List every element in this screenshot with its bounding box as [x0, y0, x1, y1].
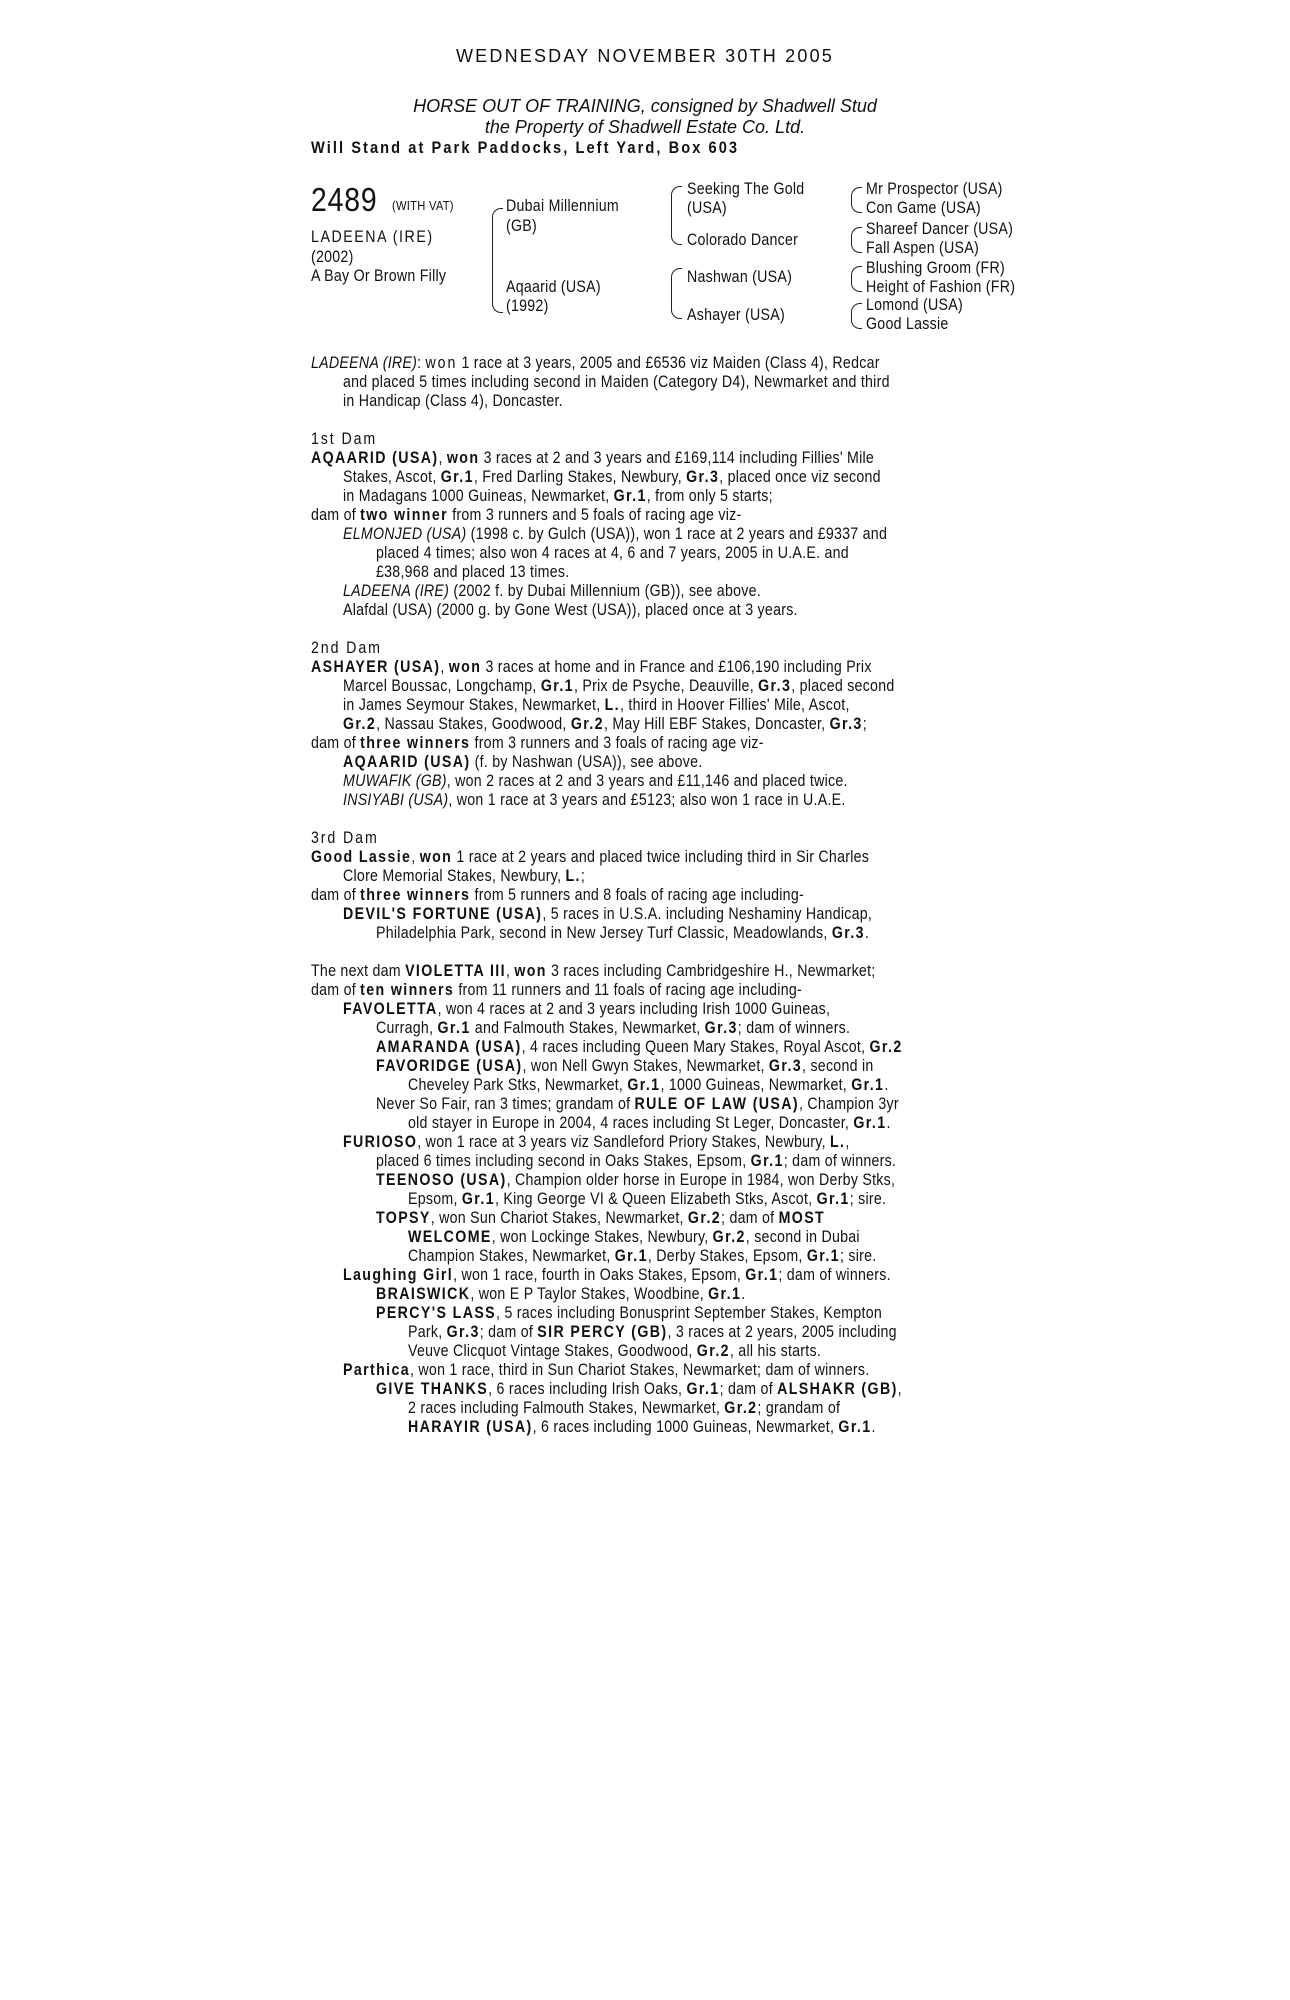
owner-line: the Property of Shadwell Estate Co. Ltd. [484, 117, 806, 137]
offspring-line: TOPSY, won Sun Chariot Stakes, Newmarket, Gr.2; dam of MOST [376, 1209, 826, 1227]
offspring-line: Cheveley Park Stks, Newmarket, Gr.1, 1000 Guineas, Newmarket, Gr.1. [408, 1076, 889, 1094]
offspring-line: placed 6 times including second in Oaks Stakes, Epsom, Gr.1; dam of winners. [376, 1152, 897, 1170]
offspring-line: MUWAFIK (GB), won 2 races at 2 and 3 years and £11,146 and placed twice. [343, 772, 848, 790]
dam-record-line: Gr.2, Nassau Stakes, Goodwood, Gr.2, May Hill EBF Stakes, Doncaster, Gr.3; [343, 715, 867, 733]
pedigree-brace [492, 246, 503, 313]
horse-name: LADEENA (IRE) [311, 228, 434, 246]
consignment-line: HORSE OUT OF TRAINING, consigned by Shadwell Stud [413, 96, 877, 116]
pedigree-brace [851, 278, 862, 292]
pedigree-ancestor: Con Game (USA) [866, 199, 981, 217]
offspring-line: 2 races including Falmouth Stakes, Newmarket, Gr.2; grandam of [408, 1399, 841, 1417]
offspring-line: Epsom, Gr.1, King George VI & Queen Elizabeth Stks, Ascot, Gr.1; sire. [408, 1190, 887, 1208]
offspring-line: PERCY'S LASS, 5 races including Bonusprint September Stakes, Kempton [376, 1304, 883, 1322]
offspring-line: old stayer in Europe in 2004, 4 races including St Leger, Doncaster, Gr.1. [408, 1114, 891, 1132]
pedigree-ancestor: Good Lassie [866, 315, 949, 333]
offspring-line: Philadelphia Park, second in New Jersey Turf Classic, Meadowlands, Gr.3. [376, 924, 870, 942]
section-heading: 2nd Dam [311, 639, 382, 657]
offspring-line: GIVE THANKS, 6 races including Irish Oaks, Gr.1; dam of ALSHAKR (GB), [376, 1380, 902, 1398]
sire-country: (GB) [506, 217, 537, 235]
offspring-line: FAVORIDGE (USA), won Nell Gwyn Stakes, Newmarket, Gr.3, second in [376, 1057, 874, 1075]
offspring-line: HARAYIR (USA), 6 races including 1000 Guineas, Newmarket, Gr.1. [408, 1418, 876, 1436]
sire-dam: Colorado Dancer [687, 231, 799, 249]
section-heading: 1st Dam [311, 430, 378, 448]
pedigree-ancestor: Lomond (USA) [866, 296, 963, 314]
pedigree-ancestor: Fall Aspen (USA) [866, 239, 979, 257]
dam-record-line: Good Lassie, won 1 race at 2 years and placed twice including third in Sir Charles [311, 848, 870, 866]
pedigree-brace [851, 199, 862, 213]
pedigree-ancestor: Height of Fashion (FR) [866, 278, 1016, 296]
offspring-line: BRAISWICK, won E P Taylor Stakes, Woodbine, Gr.1. [376, 1285, 746, 1303]
offspring-line: Veuve Clicquot Vintage Stakes, Goodwood, Gr.2, all his starts. [408, 1342, 822, 1360]
offspring-line: Curragh, Gr.1 and Falmouth Stakes, Newmarket, Gr.3; dam of winners. [376, 1019, 851, 1037]
dam-record-line: Stakes, Ascot, Gr.1, Fred Darling Stakes, Newbury, Gr.3, placed once viz second [343, 468, 881, 486]
offspring-line: FAVOLETTA, won 4 races at 2 and 3 years including Irish 1000 Guineas, [343, 1000, 831, 1018]
sire-name: Dubai Millennium [506, 197, 619, 215]
offspring-line: Alafdal (USA) (2000 g. by Gone West (USA)), placed once at 3 years. [343, 601, 798, 619]
vat-note: (WITH VAT) [392, 198, 454, 213]
lot-number: 2489 [311, 181, 378, 218]
dam-record-line: in James Seymour Stakes, Newmarket, L., third in Hoover Fillies' Mile, Ascot, [343, 696, 850, 714]
offspring-line: £38,968 and placed 13 times. [376, 563, 570, 581]
offspring-line: Champion Stakes, Newmarket, Gr.1, Derby Stakes, Epsom, Gr.1; sire. [408, 1247, 877, 1265]
pedigree-ancestor: Shareef Dancer (USA) [866, 220, 1014, 238]
dam-record-line: Marcel Boussac, Longchamp, Gr.1, Prix de Psyche, Deauville, Gr.3, placed second [343, 677, 895, 695]
pedigree-brace [671, 268, 682, 287]
pedigree-brace [671, 212, 682, 245]
dam-record-line: Clore Memorial Stakes, Newbury, L.; [343, 867, 586, 885]
dam-produce-line: dam of ten winners from 11 runners and 11 foals of racing age including- [311, 981, 802, 999]
offspring-line: DEVIL'S FORTUNE (USA), 5 races in U.S.A. including Neshaminy Handicap, [343, 905, 873, 923]
pedigree-brace [851, 239, 862, 253]
offspring-line: LADEENA (IRE) (2002 f. by Dubai Millennium (GB)), see above. [343, 582, 761, 600]
dam-record-line: AQAARID (USA), won 3 races at 2 and 3 years and £169,114 including Fillies' Mile [311, 449, 875, 467]
dam-produce-line: dam of three winners from 5 runners and 8 foals of racing age including- [311, 886, 804, 904]
offspring-line: AMARANDA (USA), 4 races including Queen Mary Stakes, Royal Ascot, Gr.2 [376, 1038, 903, 1056]
location-line: Will Stand at Park Paddocks, Left Yard, Box 603 [311, 138, 740, 157]
horse-name-ref: LADEENA (IRE) [311, 354, 418, 372]
dam-record-line: ASHAYER (USA), won 3 races at home and in France and £106,190 including Prix [311, 658, 872, 676]
racing-record-line: in Handicap (Class 4), Doncaster. [343, 392, 563, 410]
pedigree-brace [492, 208, 503, 247]
dam-name: Aqaarid (USA) [506, 278, 601, 296]
racing-record-line: LADEENA (IRE): won 1 race at 3 years, 2005 and £6536 viz Maiden (Class 4), Redcar [311, 354, 880, 372]
offspring-line: FURIOSO, won 1 race at 3 years viz Sandleford Priory Stakes, Newbury, L., [343, 1133, 850, 1151]
horse-description: A Bay Or Brown Filly [311, 267, 447, 285]
offspring-line: INSIYABI (USA), won 1 race at 3 years and £5123; also won 1 race in U.A.E. [343, 791, 846, 809]
section-heading: 3rd Dam [311, 829, 379, 847]
offspring-line: Parthica, won 1 race, third in Sun Chariot Stakes, Newmarket; dam of winners. [343, 1361, 870, 1379]
offspring-line: WELCOME, won Lockinge Stakes, Newbury, Gr.2, second in Dubai [408, 1228, 860, 1246]
dam-sire: Nashwan (USA) [687, 268, 793, 286]
dam-year: (1992) [506, 297, 549, 315]
offspring-line: Laughing Girl, won 1 race, fourth in Oaks Stakes, Epsom, Gr.1; dam of winners. [343, 1266, 891, 1284]
offspring-line: Never So Fair, ran 3 times; grandam of RULE OF LAW (USA), Champion 3yr [376, 1095, 899, 1113]
pedigree-ancestor: Mr Prospector (USA) [866, 180, 1003, 198]
sire-sire-country: (USA) [687, 199, 727, 217]
dam-record-line: The next dam VIOLETTA III, won 3 races including Cambridgeshire H., Newmarket; [311, 962, 876, 980]
offspring-line: placed 4 times; also won 4 races at 4, 6 and 7 years, 2005 in U.A.E. and [376, 544, 849, 562]
dam-dam: Ashayer (USA) [687, 306, 785, 324]
offspring-line: Park, Gr.3; dam of SIR PERCY (GB), 3 races at 2 years, 2005 including [408, 1323, 897, 1341]
foaling-year: (2002) [311, 248, 354, 266]
dam-record-line: in Madagans 1000 Guineas, Newmarket, Gr.1, from only 5 starts; [343, 487, 773, 505]
date-header: WEDNESDAY NOVEMBER 30TH 2005 [455, 46, 835, 66]
dam-produce-line: dam of two winner from 3 runners and 5 foals of racing age viz- [311, 506, 742, 524]
sire-sire: Seeking The Gold [687, 180, 805, 198]
dam-produce-line: dam of three winners from 3 runners and 3 foals of racing age viz- [311, 734, 764, 752]
offspring-line: AQAARID (USA) (f. by Nashwan (USA)), see above. [343, 753, 703, 771]
racing-record-line: and placed 5 times including second in Maiden (Category D4), Newmarket and third [343, 373, 890, 391]
offspring-line: TEENOSO (USA), Champion older horse in Europe in 1984, won Derby Stks, [376, 1171, 896, 1189]
pedigree-brace [671, 186, 682, 213]
pedigree-ancestor: Blushing Groom (FR) [866, 259, 1005, 277]
offspring-line: ELMONJED (USA) (1998 c. by Gulch (USA)), won 1 race at 2 years and £9337 and [343, 525, 888, 543]
pedigree-brace [671, 286, 682, 319]
pedigree-brace [851, 315, 862, 329]
